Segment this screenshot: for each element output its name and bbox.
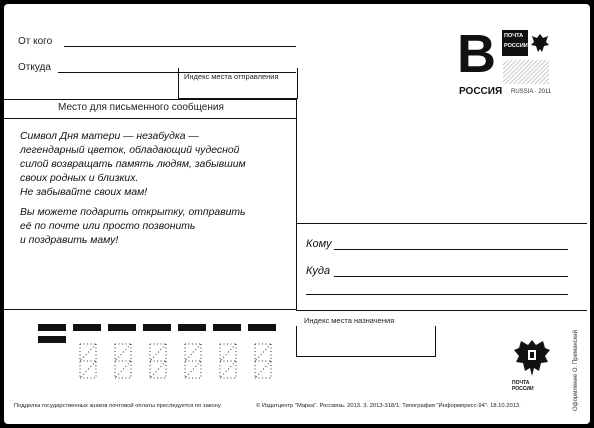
address-box [296,223,587,311]
postage-stamp [451,24,556,100]
index-bar [178,324,206,331]
message-paragraph-1 [20,130,290,200]
where-from-label: Откуда [18,62,51,73]
digit-stencil-segment [115,344,131,361]
digit-stencil-segment [115,361,131,378]
from-label: От кого [18,36,53,47]
message-top-line [4,99,296,100]
postal-digit-cell[interactable] [148,342,168,380]
digit-stencil-segment [80,344,96,361]
from-line[interactable] [64,46,296,47]
postcard [4,4,590,424]
index-bar [108,324,136,331]
index-bar [73,324,101,331]
double-eagle-icon [512,336,552,380]
where-to-line-1[interactable] [334,276,568,277]
postal-digit-cell[interactable] [218,342,238,380]
message-line: Не забывайте своих мам! [20,187,148,198]
digit-stencil-segment [255,344,271,361]
message-header-line [4,118,296,119]
digit-stencil-segment [185,361,201,378]
stamp-country: РОССИЯ [459,86,503,97]
digit-stencil-segment [220,361,236,378]
dest-index-box[interactable] [296,326,436,357]
digit-stencil-segment [185,344,201,361]
designer-credit: Оформление О. Преманский [573,330,579,411]
message-line: Символ Дня матери — незабудка — [20,131,199,142]
to-label: Кому [306,238,332,250]
digit-stencil-segment [220,344,236,361]
index-bar [38,324,66,331]
stamp-issue: RUSSIA · 2011 [511,89,552,95]
index-bar [213,324,241,331]
index-bar [38,336,66,343]
index-bar [143,324,171,331]
sender-index-label: Индекс места отправления [184,72,279,81]
message-paragraph-2 [20,206,290,248]
post-emblem [512,336,552,392]
message-area-label: Место для письменного сообщения [58,102,224,113]
postal-digit-cell[interactable] [253,342,273,380]
digit-stencil-segment [150,344,166,361]
post-logo: ПОЧТА РОССИИ [502,30,528,56]
digit-stencil-segment [150,361,166,378]
message-line: её по почте или просто позвонить [20,221,196,232]
emblem-caption: ПОЧТА РОССИИ [512,380,534,392]
digit-stencil-segment [80,361,96,378]
message-line: легендарный цветок, обладающий чудесной [20,145,240,156]
postal-digit-cell[interactable] [113,342,133,380]
message-line: своих родных и близких. [20,173,139,184]
message-line: Вы можете подарить открытку, отправить [20,207,246,218]
where-to-line-2[interactable] [306,294,568,295]
postal-digit-cell[interactable] [78,342,98,380]
footer-warning: Подделка государственных знаков почтовой оплаты преследуется по закону [14,403,221,409]
postal-digit-cell[interactable] [183,342,203,380]
stamp-letter: В [457,24,496,84]
bottom-divider [4,309,296,310]
index-bar [248,324,276,331]
footer-imprint: © Издатцентр "Марка". Россвязь. 2013. 3. 2013-318/1. Типография "Информпресс-94". 18.10.2013. [256,403,521,409]
message-line: силой возвращать память людям, забывшим [20,159,246,170]
where-to-label: Куда [306,265,331,277]
digit-stencil-segment [255,361,271,378]
message-line: и поздравить маму! [20,235,119,246]
double-eagle-icon [530,32,550,54]
stamp-pattern [503,60,549,84]
dest-index-label: Индекс места назначения [304,316,395,325]
to-line[interactable] [334,249,568,250]
